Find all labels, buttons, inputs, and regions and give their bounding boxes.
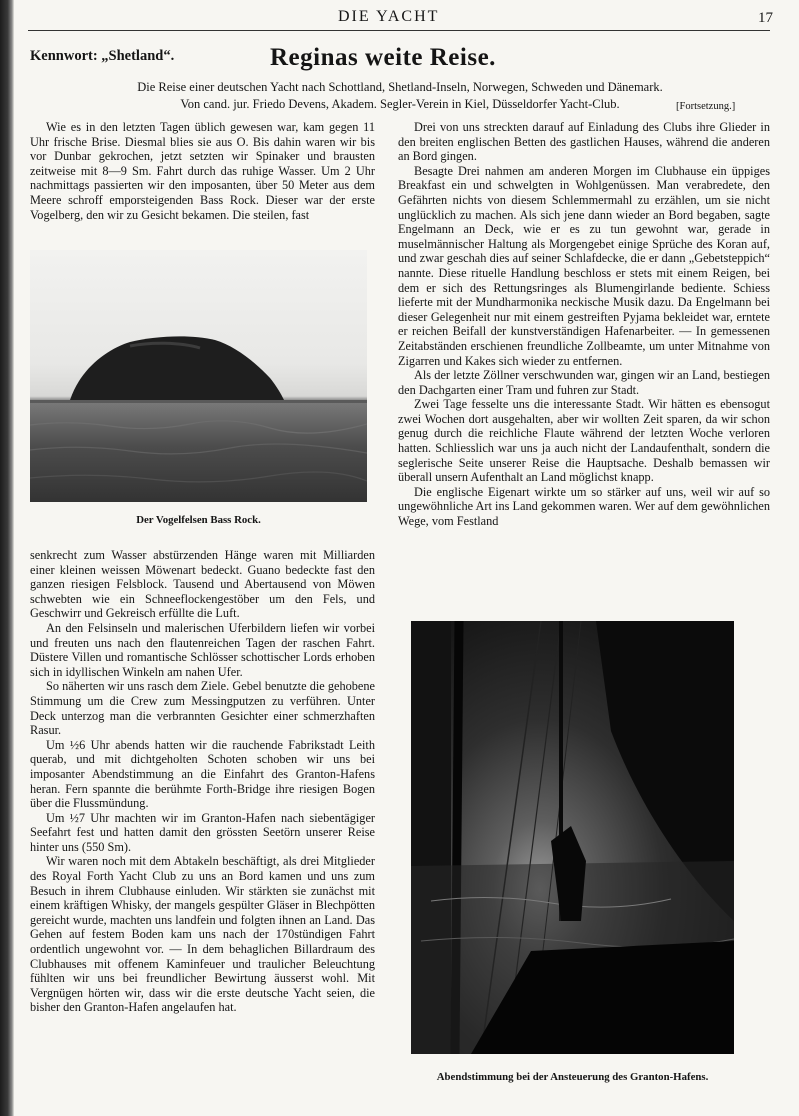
kennwort: Kennwort: „Shetland“. <box>30 48 175 64</box>
bass-rock-photo <box>30 250 367 502</box>
book-binding-shadow <box>0 0 14 1116</box>
left-column-top <box>30 120 375 222</box>
paragraph: Als der letzte Zöllner verschwunden war, gingen wir an Land, bestiegen den Dachgarten einer Tram und fuhren zur Stadt. <box>398 368 770 397</box>
paragraph: An den Felsinseln und malerischen Uferbildern liefen wir vorbei und freuten uns nach den flautenreichen Tagen der raschen Fahrt. Düstere Villen und romantische Schlösser schottischer Lords erhoben sich in idyllischen Winkeln am nahen Ufer. <box>30 620 375 679</box>
continued-marker: [Fortsetzung.] <box>676 101 736 112</box>
granton-harbour-photo <box>411 621 734 1054</box>
paragraph: Wie es in den letzten Tagen üblich gewesen war, kam gegen 11 Uhr frische Brise. Diesmal blies sie aus O. Bis dahin waren wir bis vor Dunbar gekrochen, jetzt setzten wir Spinaker und brausten zeitweise mit 8—9 Sm. Fahrt durch das ruhige Wasser. Um 2 Uhr nachmittags passierten wir den imposanten, über 50 Meter aus dem Meere schroff emporsteigenden Bass Rock. Dieser war der erste Vogelberg, den wir zu Gesicht bekamen. Die steilen, fast <box>30 120 375 222</box>
paragraph: Zwei Tage fesselte uns die interessante Stadt. Wir hätten es ebensogut zwei Wochen dort ausgehalten, aber wir wollten Zeit sparen, da wir schon genug durch die reichliche Flaute während der letzten Woche verloren hatten. Schliesslich war uns ja auch nicht der Landaufenthalt, sondern die seglerische Seite unserer Reise die Hauptsache. Deshalb bemassen wir überall unsern Aufenthalt an Land möglichst knapp. <box>398 397 770 485</box>
paragraph: Die englische Eigenart wirkte um so stärker auf uns, weil wir auf so ungewöhnliche Art ins Land gekommen waren. Wer auf dem gewöhnlichen Wege, vom Festland <box>398 484 770 529</box>
bass-rock-illustration <box>30 250 367 502</box>
paragraph: Drei von uns streckten darauf auf Einladung des Clubs ihre Glieder in den breiten englischen Betten des gastlichen Hauses, während die anderen an Bord gingen. <box>398 120 770 164</box>
running-head: DIE YACHT <box>338 8 440 25</box>
paragraph: senkrecht zum Wasser abstürzenden Hänge waren mit Milliarden einer kleinen weissen Möwenart bedeckt. Guano bedeckte fast den ganzen riesigen Felsblock. Tausend und Abertausend von Möwen schwebten wie ein Schneeflockengestöber um den Fels, und Geschwirr und Gekreisch erfüllte die Luft. <box>30 548 375 621</box>
page-number: 17 <box>758 10 773 26</box>
header-rule <box>28 30 770 31</box>
paragraph: Um ½6 Uhr abends hatten wir die rauchende Fabrikstadt Leith querab, und mit dichtgeholten Schoten schoben wir uns bei imposanter Abendstimmung an die Einfahrt des Granton-Hafens heran. Fern spannte die berühmte Forth-Bridge ihre riesigen Bogen über die Flussmündung. <box>30 737 375 811</box>
left-column-bottom <box>30 548 375 1015</box>
paragraph: So näherten wir uns rasch dem Ziele. Gebel benutzte die gehobene Stimmung um die Crew zum Messingputzen zu verführen. Unter Deck unterzog man die verbrannten Gesichter einer schmerzhaften Rasur. <box>30 679 375 738</box>
granton-harbour-caption: Abendstimmung bei der Ansteuerung des Granton-Hafens. <box>436 1071 709 1083</box>
right-column <box>398 120 770 529</box>
article-byline: Von cand. jur. Friedo Devens, Akadem. Segler-Verein in Kiel, Düsseldorfer Yacht-Club. <box>180 97 620 111</box>
paragraph: Um ½7 Uhr machten wir im Granton-Hafen nach siebentägiger Seefahrt fest und hatten damit den grössten Seetörn unserer Reise hinter uns (550 Sm). <box>30 810 375 854</box>
paragraph: Besagte Drei nahmen am anderen Morgen im Clubhause ein üppiges Breakfast ein und schwelgten in Wohlgenüssen. Man verabredete, den Gefährten nichts von diesem Schlemmermahl zu erzählen, um sie nicht unglücklich zu machen. Als sich jene dann wieder an Bord begaben, sagte Engelmann an Deck, wie er es zu tun gewohnt war, gerade in muselmännischer Haltung als Morgengebet einige Sprüche des Koran auf, und zwar geschah dies auf seiner Schlafdecke, die er dann „Gebetsteppich“ nannte. Diese rituelle Handlung beschloss er stets mit einem Reigen, bei dem er sich des Rettungsringes als Blumengirlande bediente. Schiess lieferte mit der Mundharmonika neckische Musik dazu. Da Engelmann bei dieser Gelegenheit nur mit einem gestreiften Pyjama bekleidet war, erntete er reichen Beifall der kunstverständigen Hafenarbeiter. — In gemessenen Zeitabständen erschienen freundliche Zollbeamte, um unter Mitnahme von Zigarren und Kakes sich wieder zu entfernen. <box>398 163 770 368</box>
sailing-ship-illustration <box>411 621 734 1054</box>
article-title: Reginas weite Reise. <box>270 44 496 71</box>
bass-rock-caption: Der Vogelfelsen Bass Rock. <box>136 514 261 526</box>
paragraph: Wir waren noch mit dem Abtakeln beschäftigt, als drei Mitglieder des Royal Forth Yacht Club zu uns an Bord kamen und uns zum Besuch in ihrem Clubhause einluden. Wir stärkten sie zunächst mit einem kräftigen Whisky, der mangels gespülter Gläser in Blechpötten gereicht wurde, machten uns landfein und folgten ihnen an Land. Das Gehen auf festem Boden kam uns nach der 170stündigen Fahrt ordentlich ungewohnt vor. — In dem behaglichen Billardraum des Clubhauses mit offenem Kaminfeuer und traulicher Beleuchtung fühlten wir uns bei freundlicher Bewirtung äusserst wohl. Mit Vergnügen hörten wir, dass wir die erste deutsche Yacht seien, die bisher den Granton-Hafen angelaufen hat. <box>30 854 375 1015</box>
article-subtitle: Die Reise einer deutschen Yacht nach Schottland, Shetland-Inseln, Norwegen, Schweden und Dänemark. <box>137 80 663 94</box>
